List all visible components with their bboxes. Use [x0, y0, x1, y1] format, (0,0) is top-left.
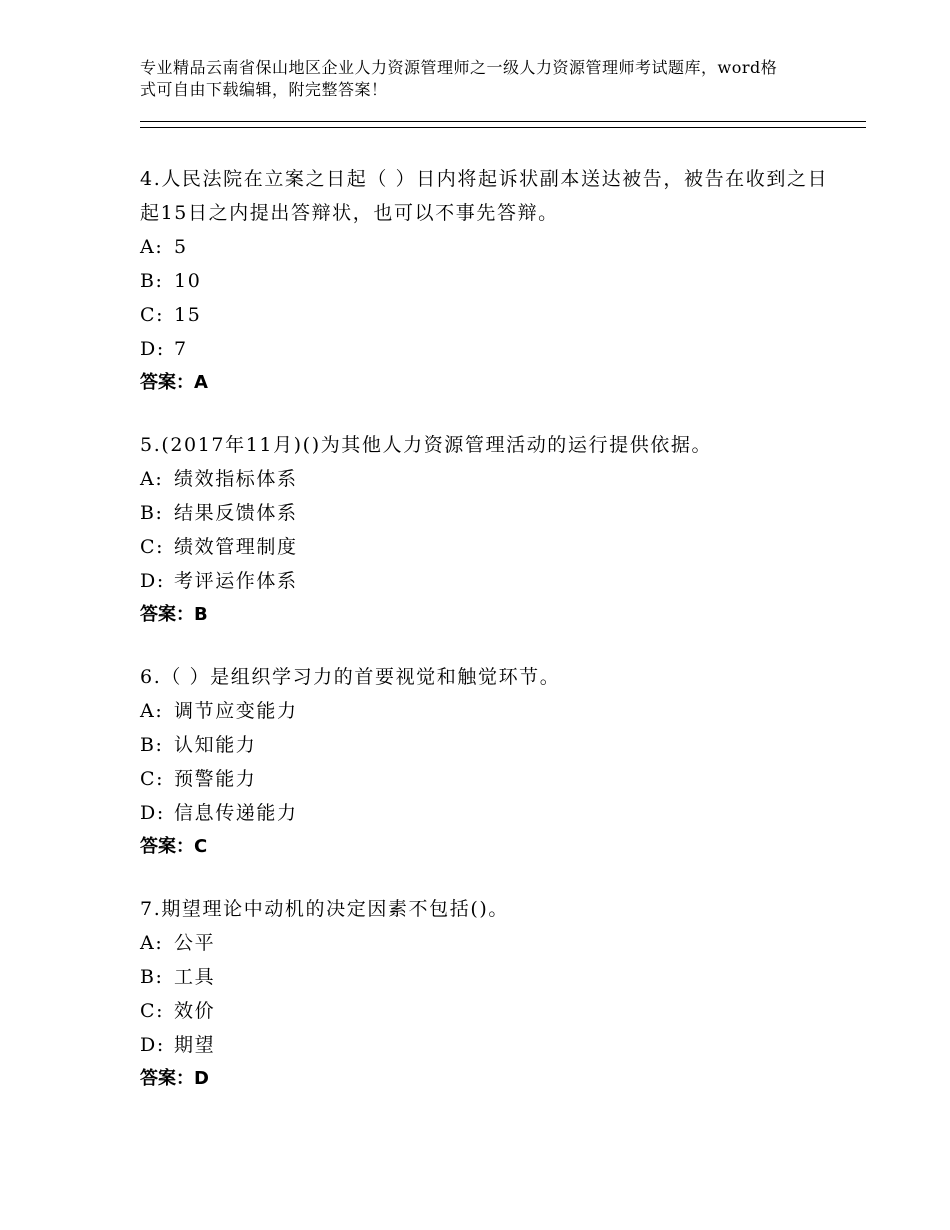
option-letter: B:	[140, 270, 164, 292]
option-text: 5	[174, 236, 188, 258]
option-letter: C:	[140, 536, 165, 558]
option-letter: B:	[140, 734, 164, 756]
option-text: 工具	[174, 966, 216, 988]
option-b	[140, 728, 840, 762]
option-d	[140, 1028, 840, 1062]
option-text: 效价	[174, 1000, 216, 1022]
option-d	[140, 332, 840, 366]
option-c	[140, 762, 840, 796]
document-title: 专业精品云南省保山地区企业人力资源管理师之一级人力资源管理师考试题库，word格式可自由下载编辑，附完整答案！	[140, 58, 778, 99]
option-letter: A:	[140, 236, 164, 258]
header-divider	[140, 121, 866, 128]
question-text: 4.人民法院在立案之日起（ ）日内将起诉状副本送达被告，被告在收到之日起15日之内提出答辩状，也可以不事先答辩。	[140, 168, 829, 224]
option-text: 绩效指标体系	[174, 468, 298, 490]
option-b	[140, 264, 840, 298]
option-letter: A:	[140, 932, 164, 954]
question-item	[140, 660, 840, 864]
option-text: 预警能力	[174, 768, 257, 790]
option-text: 公平	[174, 932, 216, 954]
option-d	[140, 796, 840, 830]
question-text: 5.(2017年11月)()为其他人力资源管理活动的运行提供依据。	[140, 434, 713, 456]
option-text: 考评运作体系	[174, 570, 298, 592]
option-a	[140, 926, 840, 960]
answer-label: 答案：B	[140, 604, 208, 625]
option-c	[140, 994, 840, 1028]
option-letter: B:	[140, 966, 164, 988]
question-item	[140, 428, 840, 632]
option-text: 认知能力	[174, 734, 257, 756]
option-letter: B:	[140, 502, 164, 524]
option-letter: A:	[140, 468, 164, 490]
option-letter: D:	[140, 802, 165, 824]
option-letter: D:	[140, 1034, 165, 1056]
option-letter: C:	[140, 304, 165, 326]
option-text: 15	[174, 304, 202, 326]
option-letter: D:	[140, 338, 165, 360]
option-a	[140, 230, 840, 264]
option-text: 7	[174, 338, 188, 360]
option-text: 10	[174, 270, 202, 292]
option-letter: C:	[140, 1000, 165, 1022]
question-text: 6.（ ）是组织学习力的首要视觉和触觉环节。	[140, 666, 561, 688]
question-list	[140, 162, 840, 1124]
answer-label: 答案：D	[140, 1068, 209, 1089]
option-letter: C:	[140, 768, 165, 790]
option-b	[140, 960, 840, 994]
question-item	[140, 162, 840, 400]
option-text: 绩效管理制度	[174, 536, 298, 558]
answer-label: 答案：C	[140, 836, 208, 857]
option-b	[140, 496, 840, 530]
option-text: 结果反馈体系	[174, 502, 298, 524]
option-text: 期望	[174, 1034, 216, 1056]
question-text: 7.期望理论中动机的决定因素不包括()。	[140, 898, 509, 920]
option-text: 调节应变能力	[174, 700, 298, 722]
option-letter: A:	[140, 700, 164, 722]
option-a	[140, 462, 840, 496]
option-c	[140, 298, 840, 332]
option-a	[140, 694, 840, 728]
answer-label: 答案：A	[140, 372, 208, 393]
option-d	[140, 564, 840, 598]
option-c	[140, 530, 840, 564]
question-item	[140, 892, 840, 1096]
option-text: 信息传递能力	[174, 802, 298, 824]
option-letter: D:	[140, 570, 165, 592]
